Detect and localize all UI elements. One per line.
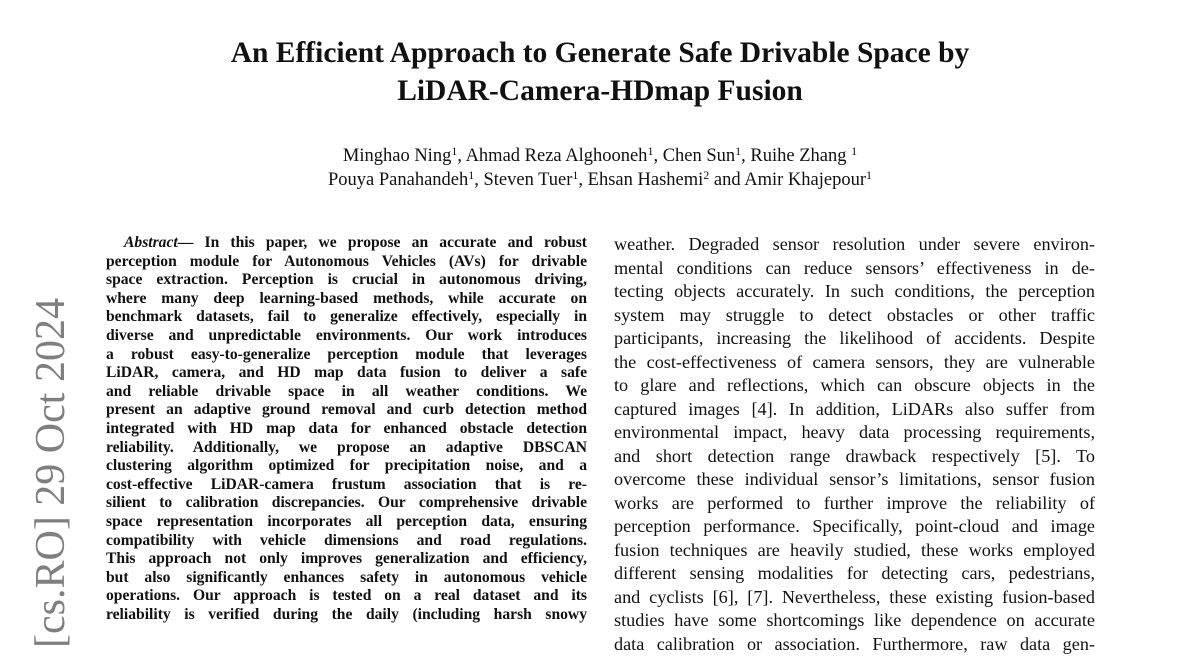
author-separator: , [474, 170, 483, 190]
title-line: LiDAR-Camera-HDmap Fusion [100, 72, 1100, 110]
author-name: Amir Khajepour [744, 170, 866, 190]
affiliation-marker: 1 [451, 144, 457, 158]
body-line: perception performance. Specifically, point-cloud and image [614, 515, 1095, 539]
body-line: works are performed to further improve the reliability of [614, 492, 1095, 516]
body-line: studies have some shortcomings like dependence on accurate [614, 609, 1095, 633]
author-name: Ruihe Zhang [750, 146, 851, 166]
body-line: environmental impact, heavy data processing requirements, [614, 421, 1095, 445]
abstract-line: LiDAR, camera, and HD map data fusion to deliver a safe [106, 364, 587, 383]
arxiv-identifier-stamp: [cs.RO] 29 Oct 2024 [28, 308, 74, 648]
abstract-line: This approach not only improves generalization and efficiency, [106, 550, 587, 569]
body-line: the cost-effectiveness of camera sensors, they are vulnerable [614, 351, 1095, 375]
affiliation-marker: 1 [851, 144, 857, 158]
author-name: Steven Tuer [484, 170, 573, 190]
body-text-column [614, 233, 1095, 656]
abstract-label: Abstract [124, 234, 178, 251]
body-line: different sensing modalities for detecting cars, pedestrians, [614, 562, 1095, 586]
abstract-line: and reliable drivable space in all weather conditions. We [106, 383, 587, 402]
abstract-line: clustering algorithm optimized for precipitation noise, and a [106, 457, 587, 476]
body-line: tecting objects accurately. In such conditions, the perception [614, 280, 1095, 304]
abstract-line: reliability is verified during the daily (including harsh snowy [106, 606, 587, 625]
author-name: Ehsan Hashemi [588, 170, 704, 190]
author-name: Minghao Ning [343, 146, 451, 166]
affiliation-marker: 1 [735, 144, 741, 158]
body-line: weather. Degraded sensor resolution under severe environ- [614, 233, 1095, 257]
affiliation-marker: 2 [703, 168, 709, 182]
author-separator: , [457, 146, 465, 166]
author-list-line-2 [100, 169, 1100, 191]
affiliation-marker: 1 [572, 168, 578, 182]
abstract-line: integrated with HD map data for enhanced obstacle detection [106, 420, 587, 439]
abstract-line: space extraction. Perception is crucial in autonomous driving, [106, 271, 587, 290]
author-separator: and [709, 170, 744, 190]
author-separator: , [578, 170, 587, 190]
title-line: An Efficient Approach to Generate Safe Drivable Space by [100, 34, 1100, 72]
body-line: captured images [4]. In addition, LiDARs also suffer from [614, 398, 1095, 422]
body-line: and cyclists [6], [7]. Nevertheless, these existing fusion-based [614, 586, 1095, 610]
author-name: Chen Sun [663, 146, 735, 166]
abstract-text: — In this paper, we propose an accurate and robust [178, 234, 587, 251]
body-line: mental conditions can reduce sensors’ effectiveness in de- [614, 257, 1095, 281]
author-separator: , [741, 146, 750, 166]
abstract-paragraph [106, 234, 587, 624]
abstract-line: present an adaptive ground removal and curb detection method [106, 401, 587, 420]
abstract-line: cost-effective LiDAR-camera frustum association that is re- [106, 476, 587, 495]
body-line: system may struggle to detect obstacles or other traffic [614, 304, 1095, 328]
abstract-line: operations. Our approach is tested on a real dataset and its [106, 587, 587, 606]
body-line: and short detection range drawback respectively [5]. To [614, 445, 1095, 469]
abstract-line: but also significantly enhances safety in autonomous vehicle [106, 569, 587, 588]
abstract-line: a robust easy-to-generalize perception module that leverages [106, 346, 587, 365]
body-line: to glare and reflections, which can obscure objects in the [614, 374, 1095, 398]
abstract-line [106, 234, 587, 253]
abstract-line: benchmark datasets, fail to generalize effectively, especially in [106, 308, 587, 327]
author-name: Pouya Panahandeh [328, 170, 468, 190]
abstract-line: space representation incorporates all perception data, ensuring [106, 513, 587, 532]
body-line: data calibration or association. Furthermore, raw data gen- [614, 633, 1095, 656]
affiliation-marker: 1 [647, 144, 653, 158]
abstract-line: perception module for Autonomous Vehicles (AVs) for drivable [106, 253, 587, 272]
abstract-line: diverse and unpredictable environments. Our work introduces [106, 327, 587, 346]
body-line: fusion techniques are heavily studied, these works employed [614, 539, 1095, 563]
body-line: overcome these individual sensor’s limitations, sensor fusion [614, 468, 1095, 492]
paper-title [100, 34, 1100, 110]
affiliation-marker: 1 [468, 168, 474, 182]
affiliation-marker: 1 [866, 168, 872, 182]
author-list-line-1 [100, 145, 1100, 167]
abstract-line: compatibility with vehicle dimensions and road regulations. [106, 532, 587, 551]
abstract-line: silient to calibration discrepancies. Our comprehensive drivable [106, 494, 587, 513]
author-separator: , [653, 146, 662, 166]
body-line: participants, increasing the likelihood of accidents. Despite [614, 327, 1095, 351]
abstract-line: reliability. Additionally, we propose an adaptive DBSCAN [106, 439, 587, 458]
abstract-line: where many deep learning-based methods, while accurate on [106, 290, 587, 309]
author-name: Ahmad Reza Alghooneh [466, 146, 648, 166]
